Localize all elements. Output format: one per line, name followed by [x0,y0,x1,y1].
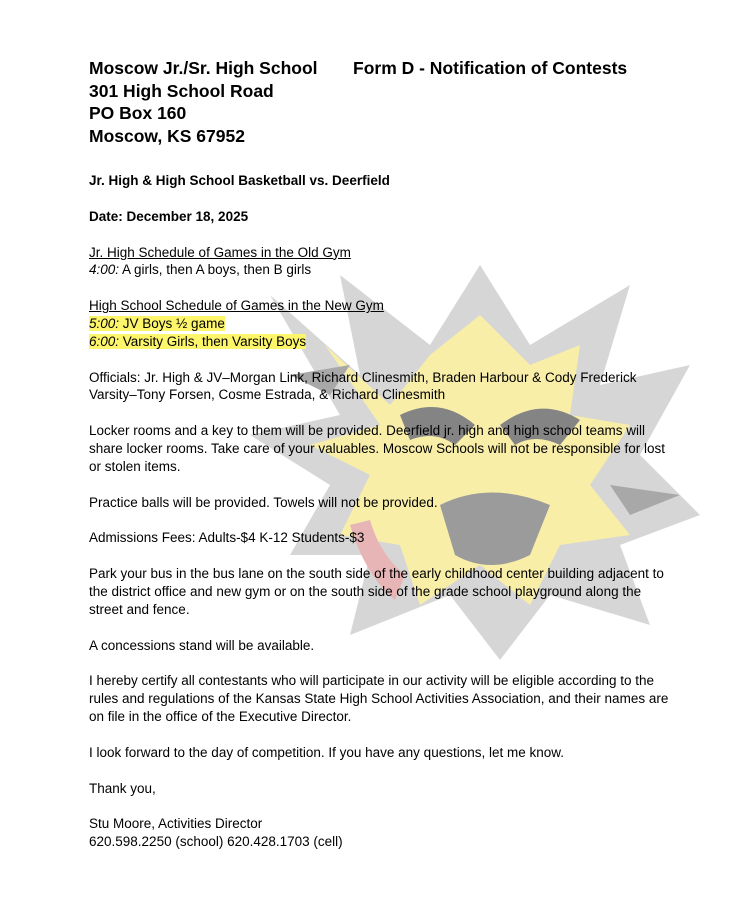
varsity-game-line [89,333,669,351]
closing-paragraph: I look forward to the day of competition. If you have any questions, let me know. [89,744,565,760]
certification-paragraph: I hereby certify all contestants who will participate in our activity will be eligible according to the rules and regulations of the Kansas State High School Activities Association, and their names are on file in the office of the Executive Director. [89,673,669,724]
officials-jr-high-jv: Officials: Jr. High & JV–Morgan Link, Richard Clinesmith, Braden Harbour & Cody Frederick [89,369,637,385]
jr-high-schedule [89,244,669,280]
jr-high-time: 4:00: [89,262,120,278]
thanks-line: Thank you, [89,780,156,796]
event-date: Date: December 18, 2025 [89,208,249,224]
officials-section [89,369,669,405]
jv-game-time: 5:00: [89,315,120,331]
jv-game-text: JV Boys ½ game [119,315,225,331]
parking-paragraph: Park your bus in the bus lane on the south side of the early childhood center building adjacent to the district office and new gym or on the south side of the grade school playground along the street and fence. [89,566,664,617]
city-state-zip: Moscow, KS 67952 [89,125,245,146]
high-school-heading: High School Schedule of Games in the New Gym [89,298,384,314]
jr-high-games [89,261,669,279]
signature-phones: 620.598.2250 (school) 620.428.1703 (cell) [89,834,343,850]
admissions-paragraph: Admissions Fees: Adults-$4 K-12 Students-$3 [89,530,365,546]
jr-high-games-text: A girls, then A boys, then B girls [119,262,312,278]
high-school-schedule [89,297,669,350]
varsity-game-text: Varsity Girls, then Varsity Boys [119,333,307,349]
locker-rooms-paragraph: Locker rooms and a key to them will be provided. Deerfield jr. high and high school teams will share locker rooms. Take care of your valuables. Moscow Schools will not be responsible for lost or stolen items. [89,423,666,474]
form-title: Form D - Notification of Contests [353,58,628,78]
signature-block [89,815,669,851]
po-box: PO Box 160 [89,103,187,123]
jr-high-heading: Jr. High Schedule of Games in the Old Gym [89,244,351,260]
school-name: Moscow Jr./Sr. High School [89,58,318,78]
letterhead [89,57,669,147]
concessions-paragraph: A concessions stand will be available. [89,637,315,653]
event-title: Jr. High & High School Basketball vs. Deerfield [89,173,390,188]
signature-name-title: Stu Moore, Activities Director [89,816,263,832]
practice-balls-paragraph: Practice balls will be provided. Towels will not be provided. [89,494,438,510]
address-line: 301 High School Road [89,80,274,101]
jv-game-line [89,315,669,333]
varsity-game-time: 6:00: [89,333,120,349]
officials-varsity: Varsity–Tony Forsen, Cosme Estrada, & Richard Clinesmith [89,387,446,403]
contest-notification-form [89,57,669,851]
